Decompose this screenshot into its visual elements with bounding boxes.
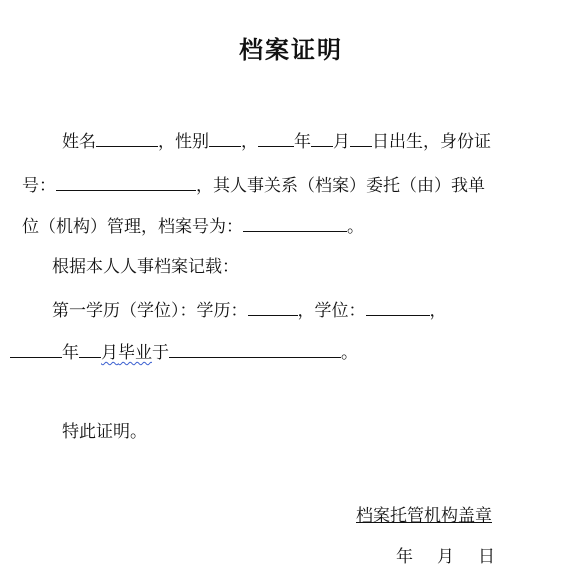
gender-label: ，性别	[158, 132, 209, 152]
date-line	[396, 545, 495, 569]
graduated-label: 毕业	[118, 343, 152, 363]
line-org-archive-number	[22, 213, 364, 239]
id-number-blank	[56, 172, 196, 191]
education-label: 第一学历（学位）：学历：	[52, 301, 248, 321]
graduation-month-blank	[79, 339, 101, 358]
seal-label: 档案托管机构盖章	[356, 506, 492, 526]
separator: ，	[241, 132, 258, 152]
education-blank	[248, 297, 298, 316]
gender-blank	[209, 128, 241, 147]
period: 。	[347, 217, 364, 237]
month-label: 月	[333, 132, 350, 152]
degree-label: ，学位：	[297, 301, 366, 321]
birth-day-blank	[350, 128, 372, 147]
school-blank	[169, 339, 341, 358]
date-month: 月	[437, 547, 454, 567]
date-year: 年	[396, 547, 413, 567]
org-text: 位（机构）管理，档案号为：	[22, 217, 243, 237]
name-blank	[96, 128, 158, 147]
graduation-year-label: 年	[62, 343, 79, 363]
name-label: 姓名	[62, 132, 96, 152]
line-education	[52, 297, 447, 323]
line-graduation	[10, 339, 358, 365]
document-title: 档案证明	[239, 36, 343, 64]
date-day: 日	[478, 547, 495, 567]
graduation-month-label: 月	[101, 343, 118, 363]
education-comma: ，	[429, 301, 447, 321]
degree-blank	[366, 297, 430, 316]
line-name-gender-birth	[62, 128, 491, 154]
archive-number-blank	[243, 213, 347, 232]
relation-text: ，其人事关系（档案）委托（由）我单	[196, 176, 485, 196]
graduated-at-label: 于	[152, 343, 169, 363]
graduation-period: 。	[341, 343, 358, 363]
line-id-relation	[22, 172, 485, 198]
year-label: 年	[294, 132, 311, 152]
birth-label: 日出生，身份证	[372, 132, 491, 152]
graduation-year-blank	[10, 339, 62, 358]
birth-year-blank	[258, 128, 294, 147]
closing-line: 特此证明。	[62, 422, 147, 442]
id-label: 号：	[22, 176, 56, 196]
record-line: 根据本人人事档案记载：	[52, 257, 239, 277]
birth-month-blank	[311, 128, 333, 147]
